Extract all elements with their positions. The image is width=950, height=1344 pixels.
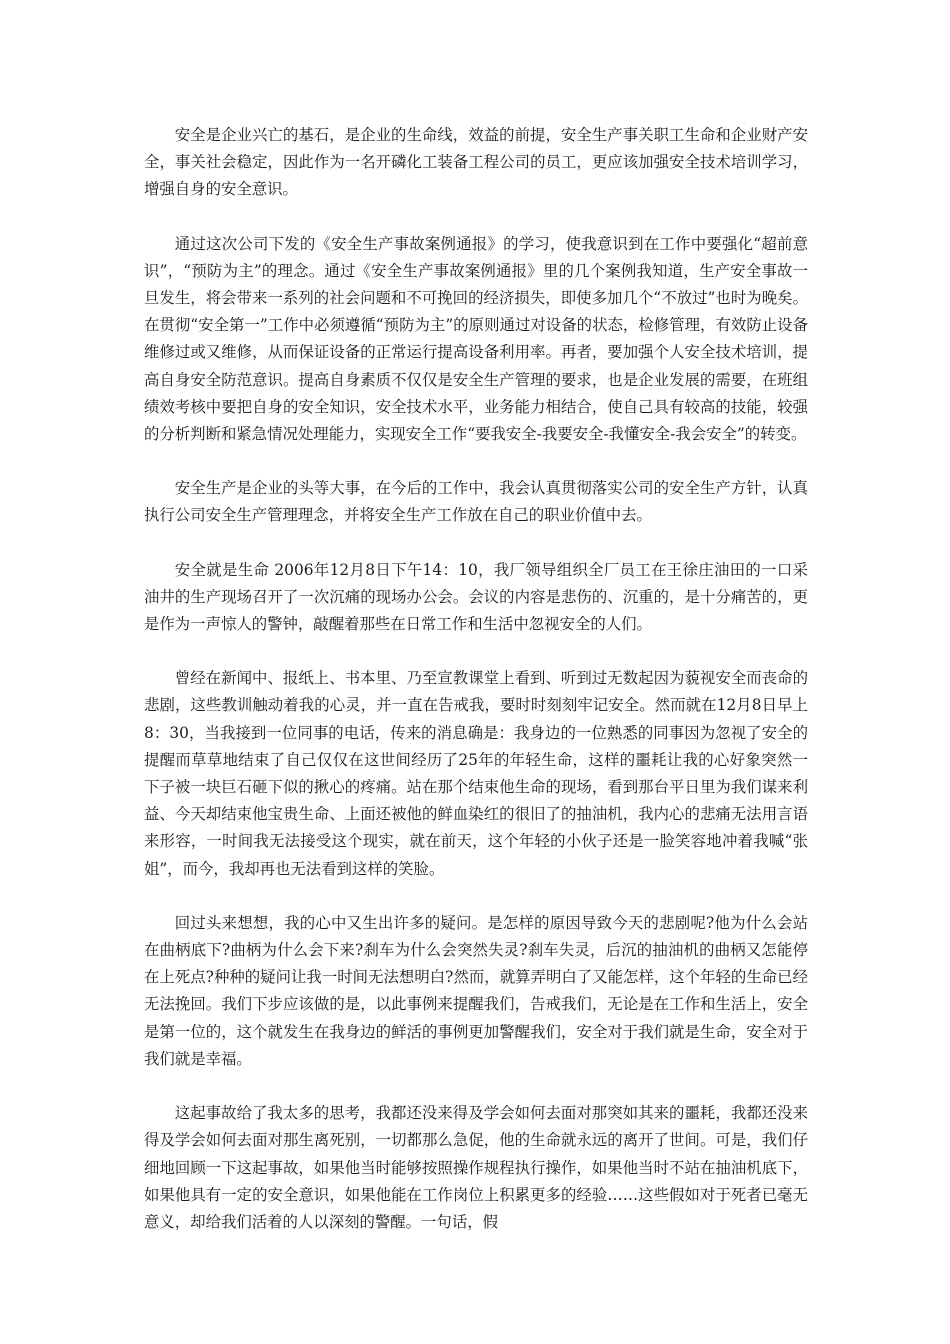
paragraph-6: 回过头来想想，我的心中又生出许多的疑问。是怎样的原因导致今天的悲剧呢?他为什么会站在曲柄底下?曲柄为什么会下来?刹车为什么会突然失灵?刹车失灵，后沉的抽油机的曲柄又怎能停在上死点?种种的疑问让我一时间无法想明白?然而，就算弄明白了又能怎样，这个年轻的生命已经无法挽回。我们下步应该做的是，以此事例来提醒我们，告戒我们，无论是在工作和生活上，安全是第一位的，这个就发生在我身边的鲜活的事例更加警醒我们，安全对于我们就是生命，安全对于我们就是幸福。 [144,913,808,1068]
paragraph-7: 这起事故给了我太多的思考，我都还没来得及学会如何去面对那突如其来的噩耗，我都还没来得及学会如何去面对那生离死别，一切都那么急促，他的生命就永远的离开了世间。可是，我们仔细地回顾一下这起事故，如果他当时能够按照操作规程执行操作，如果他当时不站在抽油机底下，如果他具有一定的安全意识，如果他能在工作岗位上积累更多的经验……这些假如对于死者已毫无意义，却给我们活着的人以深刻的警醒。一句话，假 [144,1104,808,1231]
paragraph-1: 安全是企业兴亡的基石，是企业的生命线，效益的前提，安全生产事关职工生命和企业财产安全，事关社会稳定，因此作为一名开磷化工装备工程公司的员工，更应该加强安全技术培训学习，增强自身的安全意识。 [144,126,808,199]
paragraph-5: 曾经在新闻中、报纸上、书本里、乃至宣教课堂上看到、听到过无数起因为藐视安全而丧命的悲剧，这些教训触动着我的心灵，并一直在告戒我，要时时刻刻牢记安全。然而就在12月8日早上8：30，当我接到一位同事的电话，传来的消息确是：我身边的一位熟悉的同事因为忽视了安全的提醒而草草地结束了自己仅仅在这世间经历了25年的年轻生命，这样的噩耗让我的心好象突然一下子被一块巨石砸下似的揪心的疼痛。站在那个结束他生命的现场，看到那台平日里为我们谋来利益、今天却结束他宝贵生命、上面还被他的鲜血染红的很旧了的抽油机，我内心的悲痛无法用言语来形容，一时间我无法接受这个现实，就在前天，这个年轻的小伙子还是一脸笑容地冲着我喊“张姐”，而今，我却再也无法看到这样的笑脸。 [144,669,808,878]
document-page [144,122,808,1263]
paragraph-3: 安全生产是企业的头等大事，在今后的工作中，我会认真贯彻落实公司的安全生产方针，认真执行公司安全生产管理理念，并将安全生产工作放在自己的职业价值中去。 [144,479,808,525]
paragraph-4: 安全就是生命 2006年12月8日下午14：10，我厂领导组织全厂员工在王徐庄油田的一口采油井的生产现场召开了一次沉痛的现场办公会。会议的内容是悲伤的、沉重的，是十分痛苦的，更是作为一声惊人的警钟，敲醒着那些在日常工作和生活中忽视安全的人们。 [144,560,808,634]
paragraph-2: 通过这次公司下发的《安全生产事故案例通报》的学习，使我意识到在工作中要强化“超前意识”，“预防为主”的理念。通过《安全生产事故案例通报》里的几个案例我知道，生产安全事故一旦发生，将会带来一系列的社会问题和不可挽回的经济损失，即使多加几个“不放过”也时为晚矣。在贯彻“安全第一”工作中必须遵循“预防为主”的原则通过对设备的状态，检修管理，有效防止设备维修过或又维修，从而保证设备的正常运行提高设备利用率。再者，要加强个人安全技术培训，提高自身安全防范意识。提高自身素质不仅仅是安全生产管理的要求，也是企业发展的需要，在班组绩效考核中要把自身的安全知识，安全技术水平，业务能力相结合，使自己具有较高的技能，较强的分析判断和紧急情况处理能力，实现安全工作“要我安全-我要安全-我懂安全-我会安全”的转变。 [144,234,808,444]
